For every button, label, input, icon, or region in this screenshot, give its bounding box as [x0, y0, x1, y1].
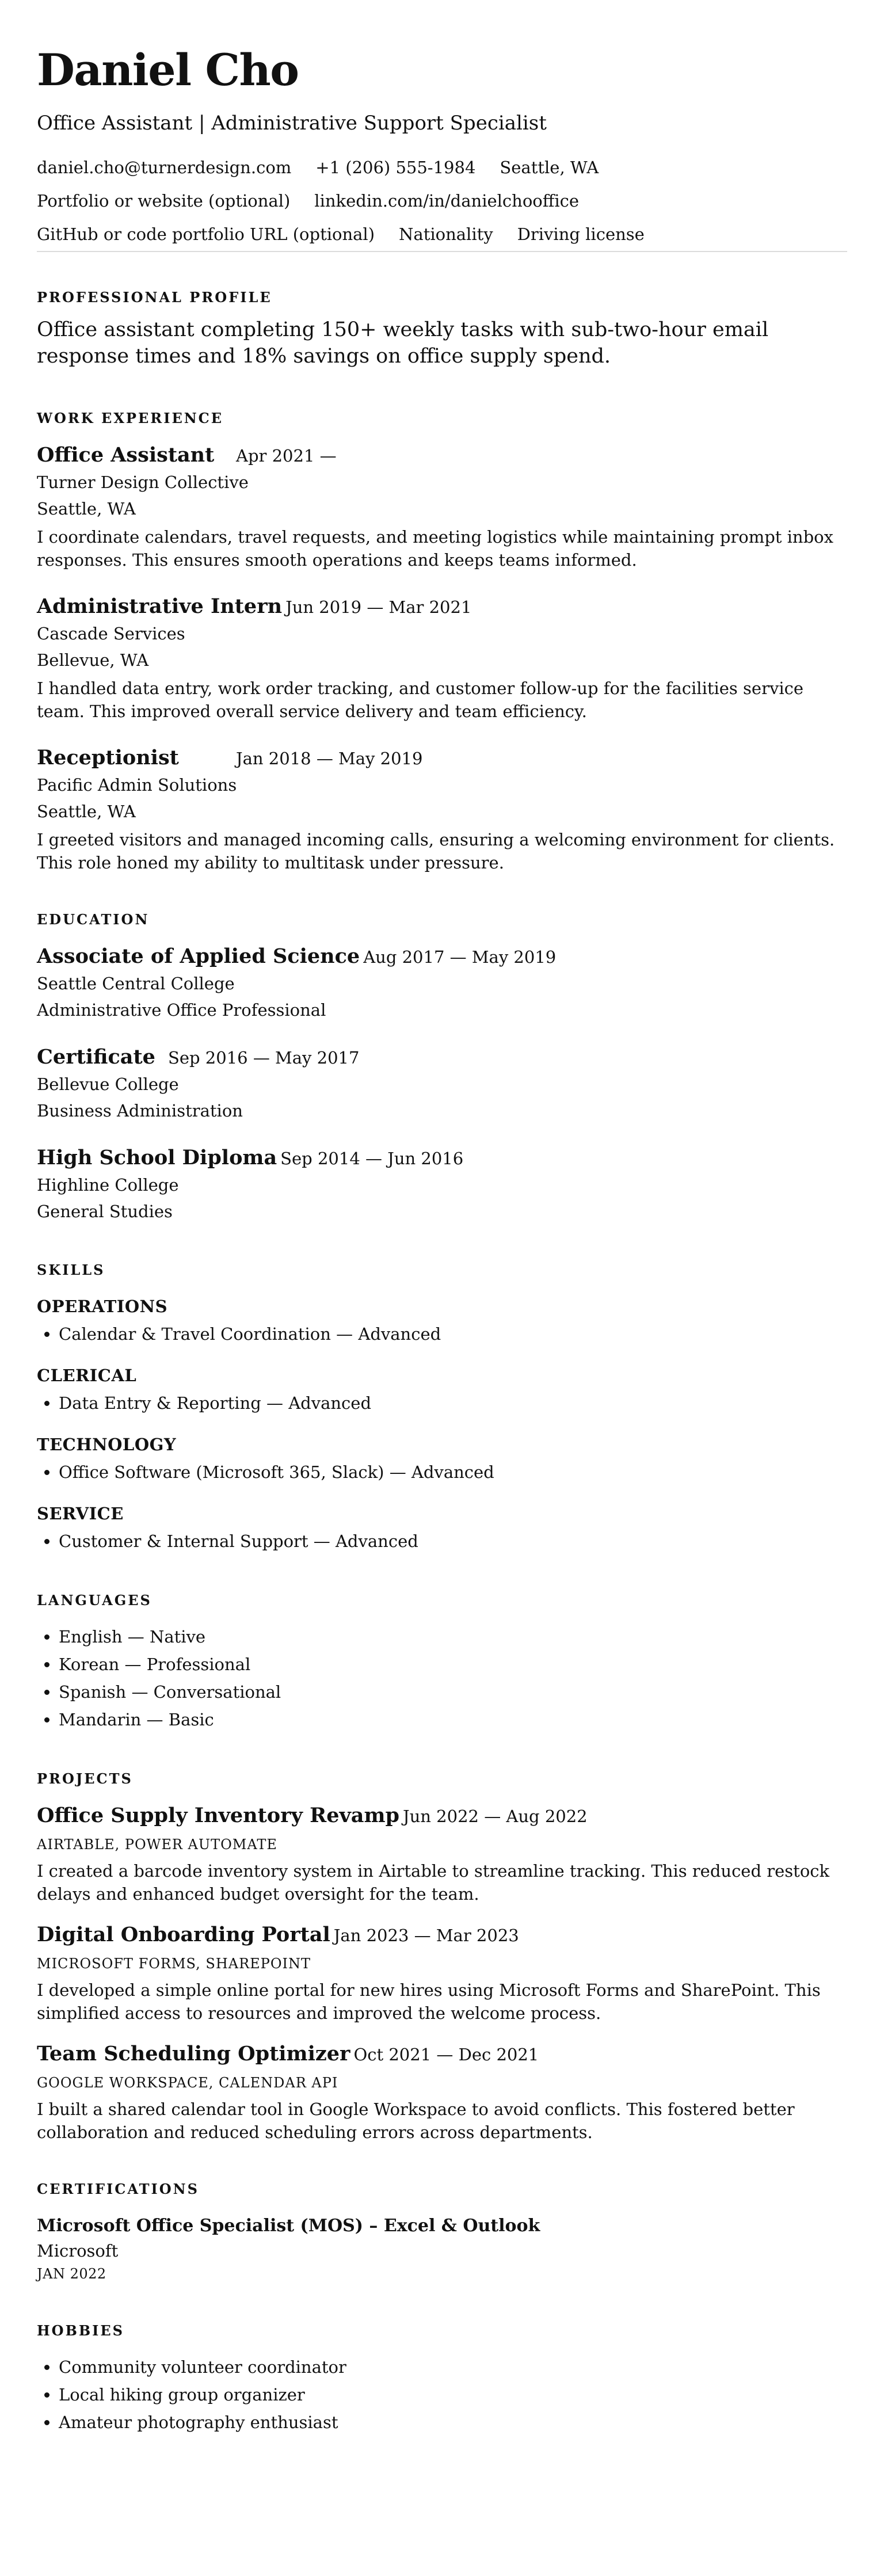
project-tech: AIRTABLE, POWER AUTOMATE [37, 1836, 277, 1853]
education-entry [37, 1145, 847, 1225]
skills-section [37, 1262, 847, 1555]
school-name: Highline College [37, 1175, 179, 1195]
section-title-projects: PROJECTS [37, 1770, 133, 1787]
language-item: • English — Native [59, 1623, 847, 1651]
degree-dates: Aug 2017 — May 2019 [363, 947, 557, 967]
contact-linkedin[interactable]: linkedin.com/in/danielchooffice [314, 191, 580, 211]
job-location: Seattle, WA [37, 499, 136, 519]
job-company: Pacific Admin Solutions [37, 775, 237, 795]
project-dates: Jun 2022 — Aug 2022 [402, 1807, 588, 1826]
project-description: I built a shared calendar tool in Google Workspace to avoid conflicts. This fostered better collaboration and reduced scheduling errors across departments. [37, 2099, 795, 2142]
skill-item: • Office Software (Microsoft 365, Slack) — Advanced [59, 1458, 847, 1486]
section-title-experience: WORK EXPERIENCE [37, 410, 224, 426]
contact-github[interactable]: GitHub or code portfolio URL (optional) [37, 224, 375, 244]
project-tech: MICROSOFT FORMS, SHAREPOINT [37, 1956, 311, 1972]
experience-entry [37, 593, 847, 723]
certification-entry [37, 2213, 847, 2285]
hobby-item: • Local hiking group organizer [59, 2381, 847, 2409]
job-dates: Jun 2019 — Mar 2021 [285, 597, 472, 617]
school-name: Seattle Central College [37, 974, 235, 993]
contact-phone[interactable]: +1 (206) 555-1984 [315, 158, 476, 177]
job-dates: Apr 2021 — [236, 446, 337, 466]
project-description: I developed a simple online portal for new hires using Microsoft Forms and SharePoint. This simplified access to resources and improved the welcome process. [37, 1980, 821, 2023]
hobby-item: • Amateur photography enthusiast [59, 2409, 847, 2436]
language-item: • Korean — Professional [59, 1651, 847, 1678]
contact-nationality: Nationality [399, 224, 493, 244]
contact-portfolio[interactable]: Portfolio or website (optional) [37, 191, 291, 211]
contact-driving-license: Driving license [517, 224, 645, 244]
certification-name: Microsoft Office Specialist (MOS) – Excel & Outlook [37, 2216, 540, 2236]
education-entry [37, 943, 847, 1023]
profile-section [37, 289, 847, 369]
degree-dates: Sep 2016 — May 2017 [168, 1048, 360, 1068]
job-location: Seattle, WA [37, 802, 136, 821]
project-name: Digital Onboarding Portal [37, 1923, 330, 1946]
degree-title: Associate of Applied Science [37, 944, 360, 968]
languages-section [37, 1592, 847, 1733]
project-entry [37, 1922, 847, 2025]
headline: Office Assistant | Administrative Support Specialist [37, 112, 547, 135]
contact-email[interactable]: daniel.cho@turnerdesign.com [37, 158, 292, 177]
school-name: Bellevue College [37, 1074, 179, 1094]
skill-group [37, 1502, 847, 1555]
certification-issuer: Microsoft [37, 2241, 119, 2261]
section-title-hobbies: HOBBIES [37, 2322, 125, 2339]
section-title-profile: PROFESSIONAL PROFILE [37, 289, 272, 306]
experience-entry [37, 442, 847, 571]
education-entry [37, 1044, 847, 1124]
header-divider [37, 251, 847, 252]
field-of-study: General Studies [37, 1202, 173, 1221]
hobby-item: • Community volunteer coordinator [59, 2353, 847, 2381]
language-item: • Spanish — Conversational [59, 1678, 847, 1706]
skill-group [37, 1295, 847, 1348]
contact-location: Seattle, WA [500, 158, 599, 177]
hobbies-section [37, 2322, 847, 2436]
skill-item: • Customer & Internal Support — Advanced [59, 1527, 847, 1555]
certifications-section [37, 2181, 847, 2285]
skill-category: OPERATIONS [37, 1297, 168, 1316]
skill-category: SERVICE [37, 1504, 124, 1523]
section-title-languages: LANGUAGES [37, 1592, 152, 1609]
candidate-name: Daniel Cho [37, 44, 299, 96]
skill-group [37, 1433, 847, 1486]
degree-title: Certificate [37, 1045, 155, 1069]
experience-section [37, 410, 847, 874]
degree-dates: Sep 2014 — Jun 2016 [280, 1149, 464, 1168]
skill-group [37, 1364, 847, 1417]
section-title-education: EDUCATION [37, 911, 150, 928]
job-description: I greeted visitors and managed incoming calls, ensuring a welcoming environment for clients. This role honed my ability to multitask under pressure. [37, 830, 835, 872]
job-location: Bellevue, WA [37, 650, 149, 670]
field-of-study: Business Administration [37, 1101, 243, 1121]
project-name: Team Scheduling Optimizer [37, 2042, 350, 2066]
job-title: Administrative Intern [37, 595, 283, 618]
job-company: Cascade Services [37, 624, 185, 643]
certification-date: JAN 2022 [37, 2266, 106, 2282]
skill-category: TECHNOLOGY [37, 1435, 177, 1454]
job-title: Office Assistant [37, 443, 215, 467]
field-of-study: Administrative Office Professional [37, 1000, 326, 1020]
skill-item: • Data Entry & Reporting — Advanced [59, 1389, 847, 1417]
project-dates: Jan 2023 — Mar 2023 [333, 1926, 519, 1945]
experience-entry [37, 745, 847, 874]
degree-title: High School Diploma [37, 1146, 277, 1169]
project-tech: GOOGLE WORKSPACE, CALENDAR API [37, 2075, 338, 2091]
education-section [37, 911, 847, 1225]
job-title: Receptionist [37, 746, 179, 769]
job-dates: Jan 2018 — May 2019 [236, 749, 423, 768]
skill-category: CLERICAL [37, 1366, 137, 1385]
projects-section [37, 1770, 847, 2144]
skill-item: • Calendar & Travel Coordination — Advanced [59, 1320, 847, 1348]
section-title-certifications: CERTIFICATIONS [37, 2181, 199, 2197]
project-entry [37, 2041, 847, 2144]
project-description: I created a barcode inventory system in Airtable to streamline tracking. This reduced restock delays and enhanced budget oversight for the team. [37, 1861, 830, 1904]
contact-list [37, 151, 847, 251]
profile-summary: Office assistant completing 150+ weekly tasks with sub-two-hour email response times and 18% savings on office supply spend. [37, 318, 769, 368]
section-title-skills: SKILLS [37, 1262, 105, 1278]
job-company: Turner Design Collective [37, 472, 249, 492]
job-description: I handled data entry, work order tracking, and customer follow-up for the facilities service team. This improved overall service delivery and team efficiency. [37, 679, 804, 721]
project-entry [37, 1803, 847, 1906]
project-dates: Oct 2021 — Dec 2021 [353, 2045, 539, 2064]
job-description: I coordinate calendars, travel requests, and meeting logistics while maintaining prompt inbox responses. This ensures smooth operations and keeps teams informed. [37, 527, 833, 570]
language-item: • Mandarin — Basic [59, 1706, 847, 1733]
project-name: Office Supply Inventory Revamp [37, 1804, 399, 1827]
